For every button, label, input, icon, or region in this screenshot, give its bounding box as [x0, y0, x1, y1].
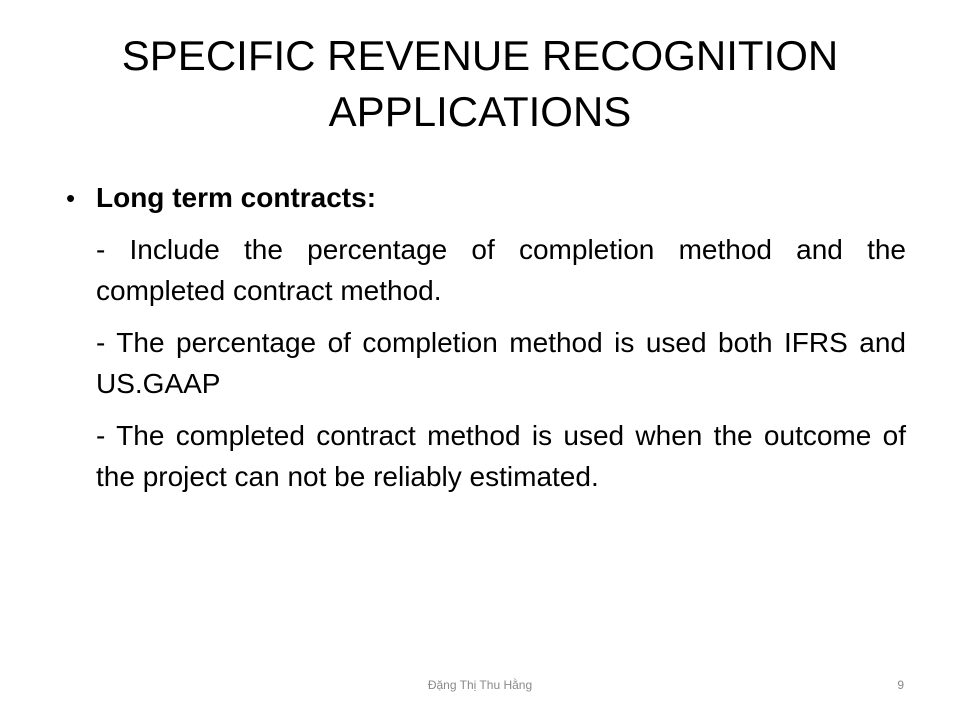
- bullet-dot-icon: •: [66, 183, 76, 213]
- slide-body: [66, 178, 906, 508]
- footer-author: Đặng Thị Thu Hằng: [427, 678, 533, 692]
- paragraph-completed-contract: - The completed contract method is used when the outcome of the project can not be reliably estimated.: [96, 420, 906, 492]
- paragraph-percentage-method: - The percentage of completion method is used both IFRS and US.GAAP: [96, 327, 906, 399]
- bullet-item: [66, 178, 906, 218]
- page-number: 9: [897, 678, 904, 692]
- bullet-heading: Long term contracts:: [96, 182, 377, 213]
- paragraph-include-methods: - Include the percentage of completion method and the completed contract method.: [96, 234, 906, 306]
- slide-title: SPECIFIC REVENUE RECOGNITION APPLICATIONS: [121, 32, 839, 135]
